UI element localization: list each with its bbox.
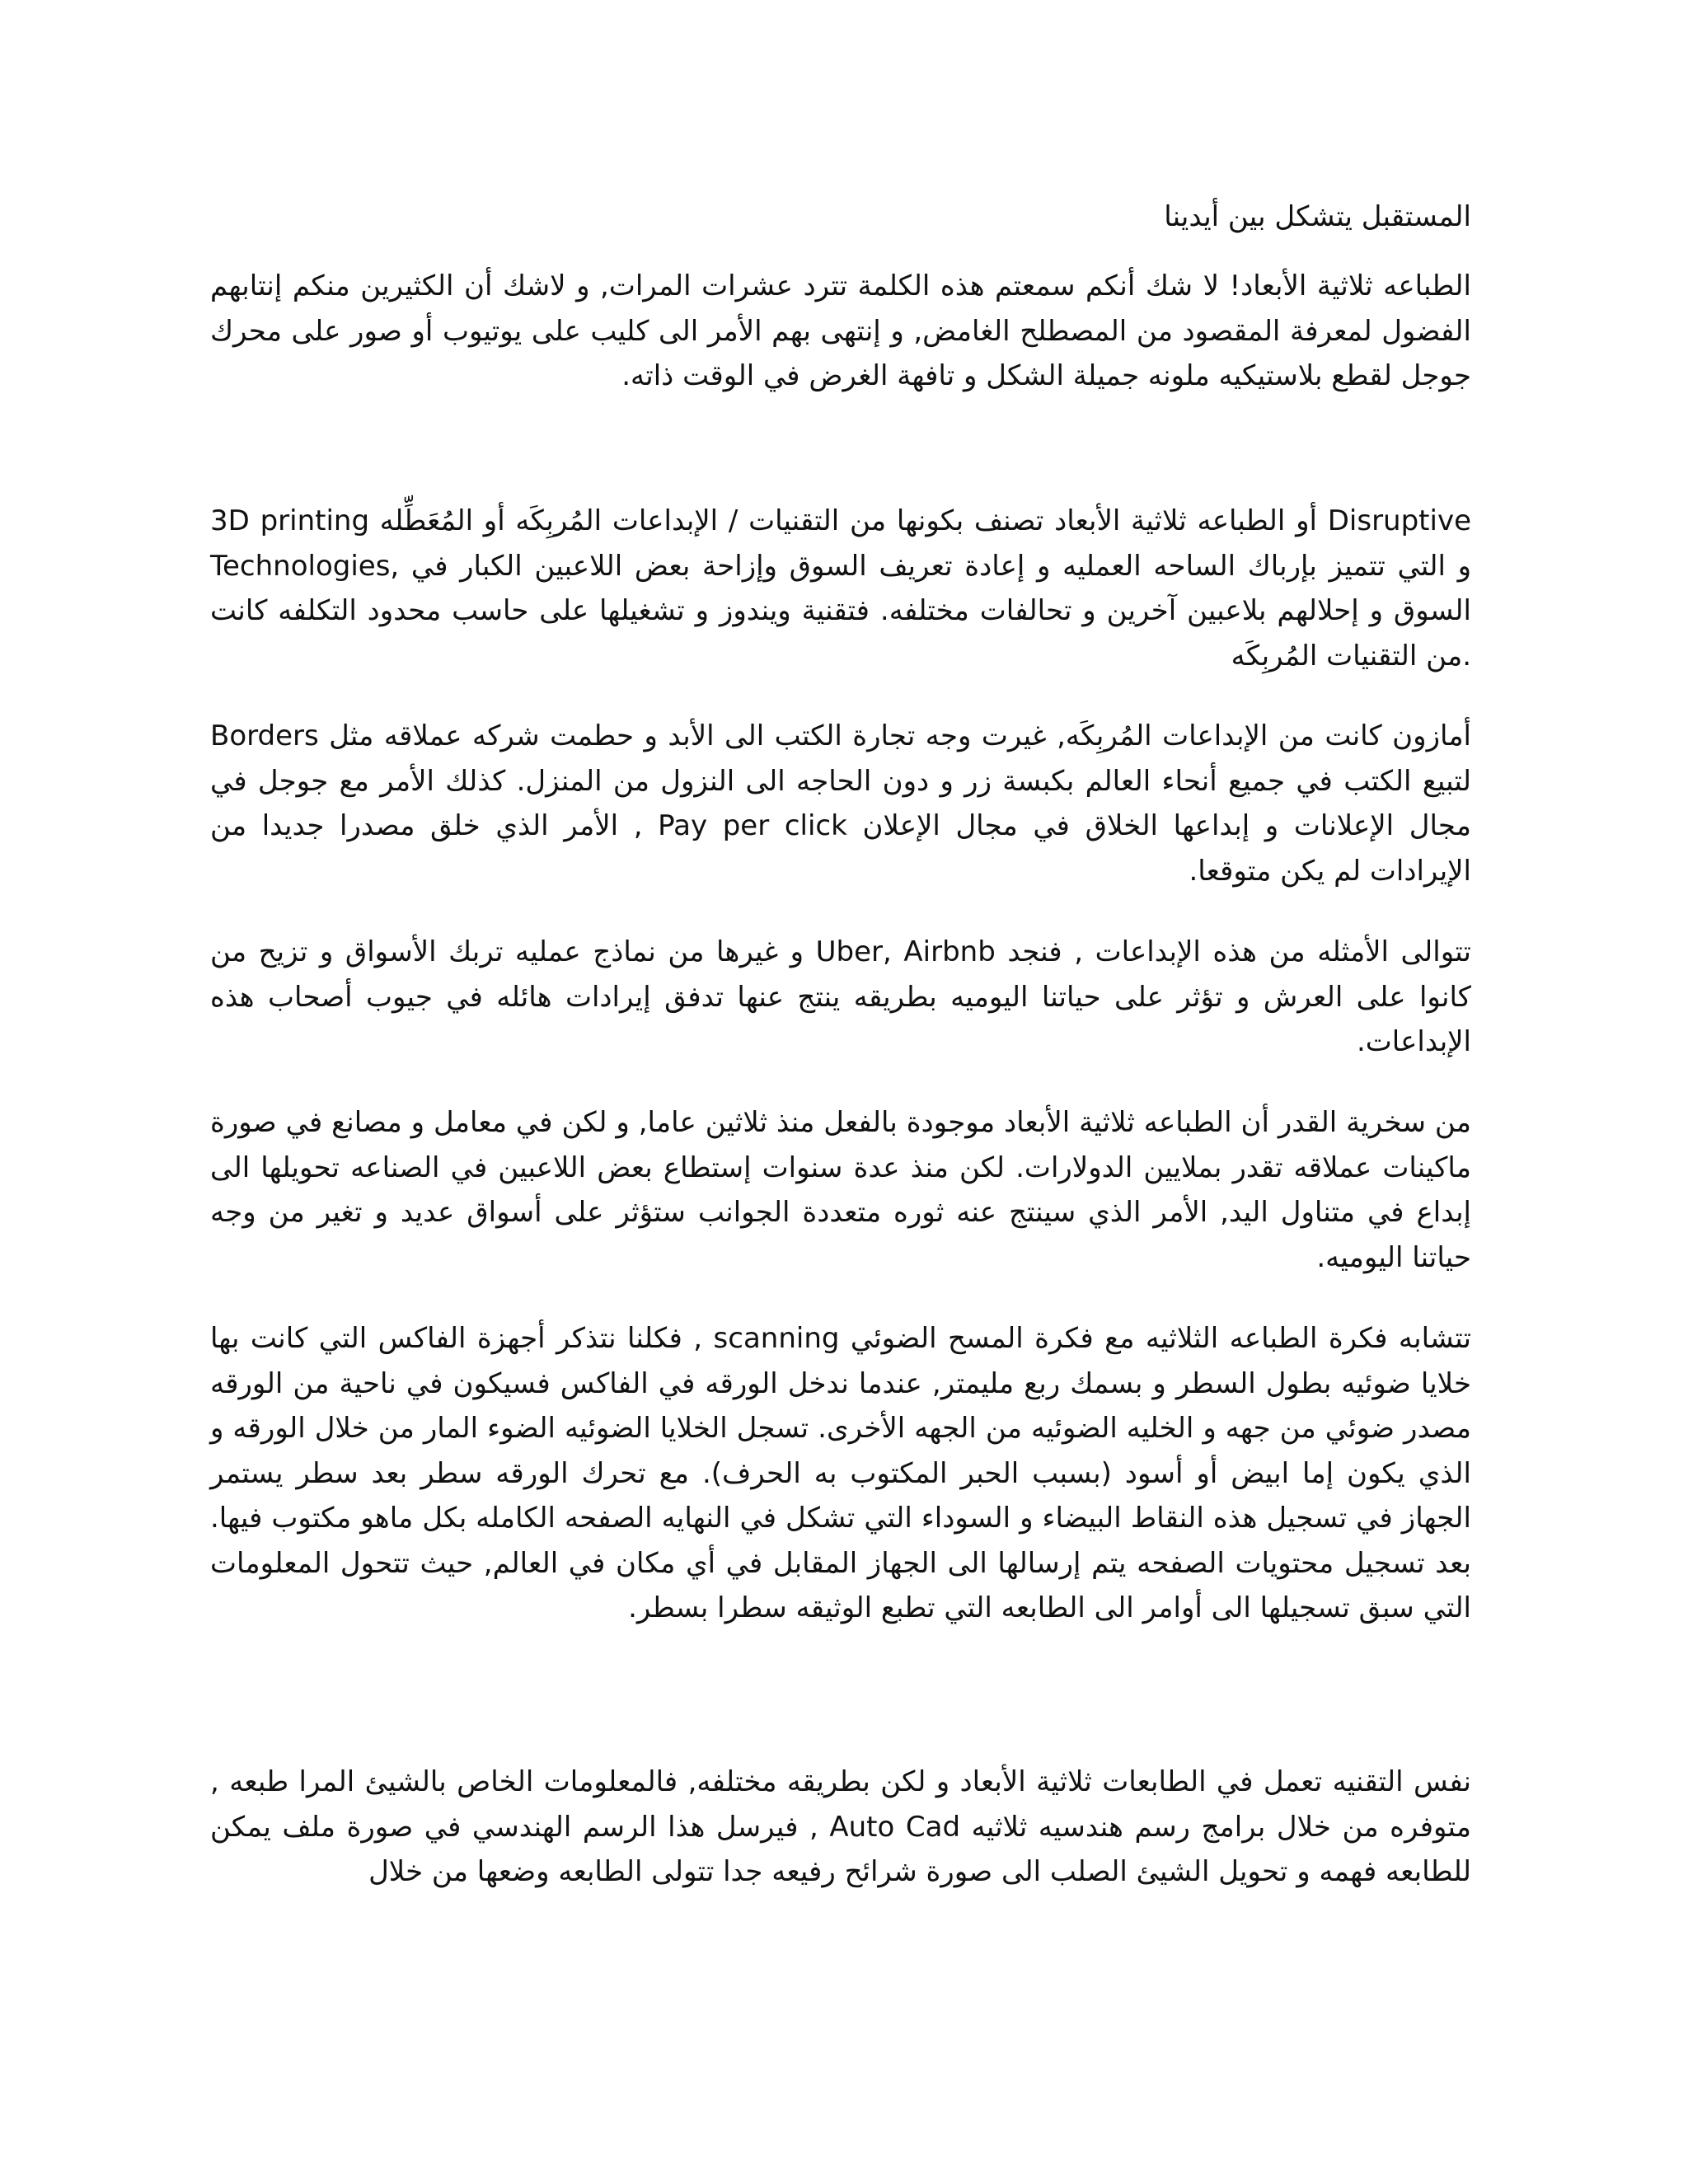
document-title: المستقبل يتشكل بين أيدينا bbox=[1164, 200, 1471, 233]
paragraph-disruptive-technologies: 3D printing أو الطباعه ثلاثية الأبعاد تصنف بكونها من التقنيات / الإبداعات المُربِكَه أو المُعَطِّله Disruptive Technologies, و التي تتميز بإرباك الساحه العمليه و إعادة تعريف السوق وإزاحة بعض اللاعبين الكبار في السوق و إحلالهم بلاعبين آخرين و تحالفات مختلفه. فتقنية ويندوز و تشغيلها على حاسب محدود التكلفه كانت من التقنيات المُربِكَه. bbox=[210, 504, 1471, 673]
paragraph-scanning-analogy: تتشابه فكرة الطباعه الثلاثيه مع فكرة المسح الضوئي scanning , فكلنا نتذكر أجهزة الفاكس التي كانت بها خلايا ضوئيه بطول السطر و بسمك ربع مليمتر, عندما ندخل الورقه في الفاكس فسيكون في ناحية من الورقه مصدر ضوئي من جهه و الخليه الضوئيه من الجهه الأخرى. تسجل الخلايا الضوئيه الضوء المار من خلال الورقه و الذي يكون إما ابيض أو أسود (بسبب الحبر المكتوب به الحرف). مع تحرك الورقه سطر بعد سطر يستمر الجهاز في تسجيل هذه النقاط البيضاء و السوداء التي تشكل في النهايه الصفحه الكامله بكل ماهو مكتوب فيها. بعد تسجيل محتويات الصفحه يتم إرسالها الى الجهاز المقابل في أي مكان في العالم, حيث تتحول المعلومات التي سبق تسجيلها الى أوامر الى الطابعه التي تطبع الوثيقه سطرا بسطر. bbox=[210, 1322, 1471, 1624]
paragraph-autocad-process: نفس التقنيه تعمل في الطابعات ثلاثية الأبعاد و لكن بطريقه مختلفه, فالمعلومات الخاص بالشيئ المرا طبعه , متوفره من خلال برامج رسم هندسيه ثلاثيه Auto Cad , فيرسل هذا الرسم الهندسي في صورة ملف يمكن للطابعه فهمه و تحويل الشيئ الصلب الى صورة شرائح رفيعه جدا تتولى الطابعه وضعها من خلال bbox=[210, 1765, 1472, 1888]
paragraph-irony-history: من سخرية القدر أن الطباعه ثلاثية الأبعاد موجودة بالفعل منذ ثلاثين عاما, و لكن في معامل و مصانع في صورة ماكينات عملاقه تقدر بملايين الدولارات. لكن منذ عدة سنوات إستطاع بعض اللاعبين في الصناعه تحويلها الى إبداع في متناول اليد, الأمر الذي سينتج عنه ثوره متعددة الجوانب ستؤثر على أسواق عديد و تغير من وجه حياتنا اليوميه. bbox=[210, 1106, 1471, 1274]
paragraph-amazon-google: أمازون كانت من الإبداعات المُربِكَه, غيرت وجه تجارة الكتب الى الأبد و حطمت شركه عملاقه مثل Borders لتبيع الكتب في جميع أنحاء العالم بكبسة زر و دون الحاجه الى النزول من المنزل. كذلك الأمر مع جوجل في مجال الإعلانات و إبداعها الخلاق في مجال الإعلان Pay per click , الأمر الذي خلق مصدرا جديدا من الإيرادات لم يكن متوقعا. bbox=[210, 719, 1471, 888]
paragraph-intro: الطباعه ثلاثية الأبعاد! لا شك أنكم سمعتم هذه الكلمة تترد عشرات المرات, و لاشك أن الكثيرين منكم إنتابهم الفضول لمعرفة المقصود من المصطلح الغامض, و إنتهى بهم الأمر الى كليب على يوتيوب أو صور على محرك جوجل لقطع بلاستيكيه ملونه جميلة الشكل و تافهة الغرض في الوقت ذاته. bbox=[210, 269, 1471, 392]
paragraph-uber-airbnb: تتوالى الأمثله من هذه الإبداعات , فنجد Uber, Airbnb و غيرها من نماذج عمليه تربك الأسواق و تزيح من كانوا على العرش و تؤثر على حياتنا اليوميه بطريقه ينتج عنها تدفق إيرادات هائله في جيوب أصحاب هذه الإبداعات. bbox=[210, 935, 1471, 1058]
